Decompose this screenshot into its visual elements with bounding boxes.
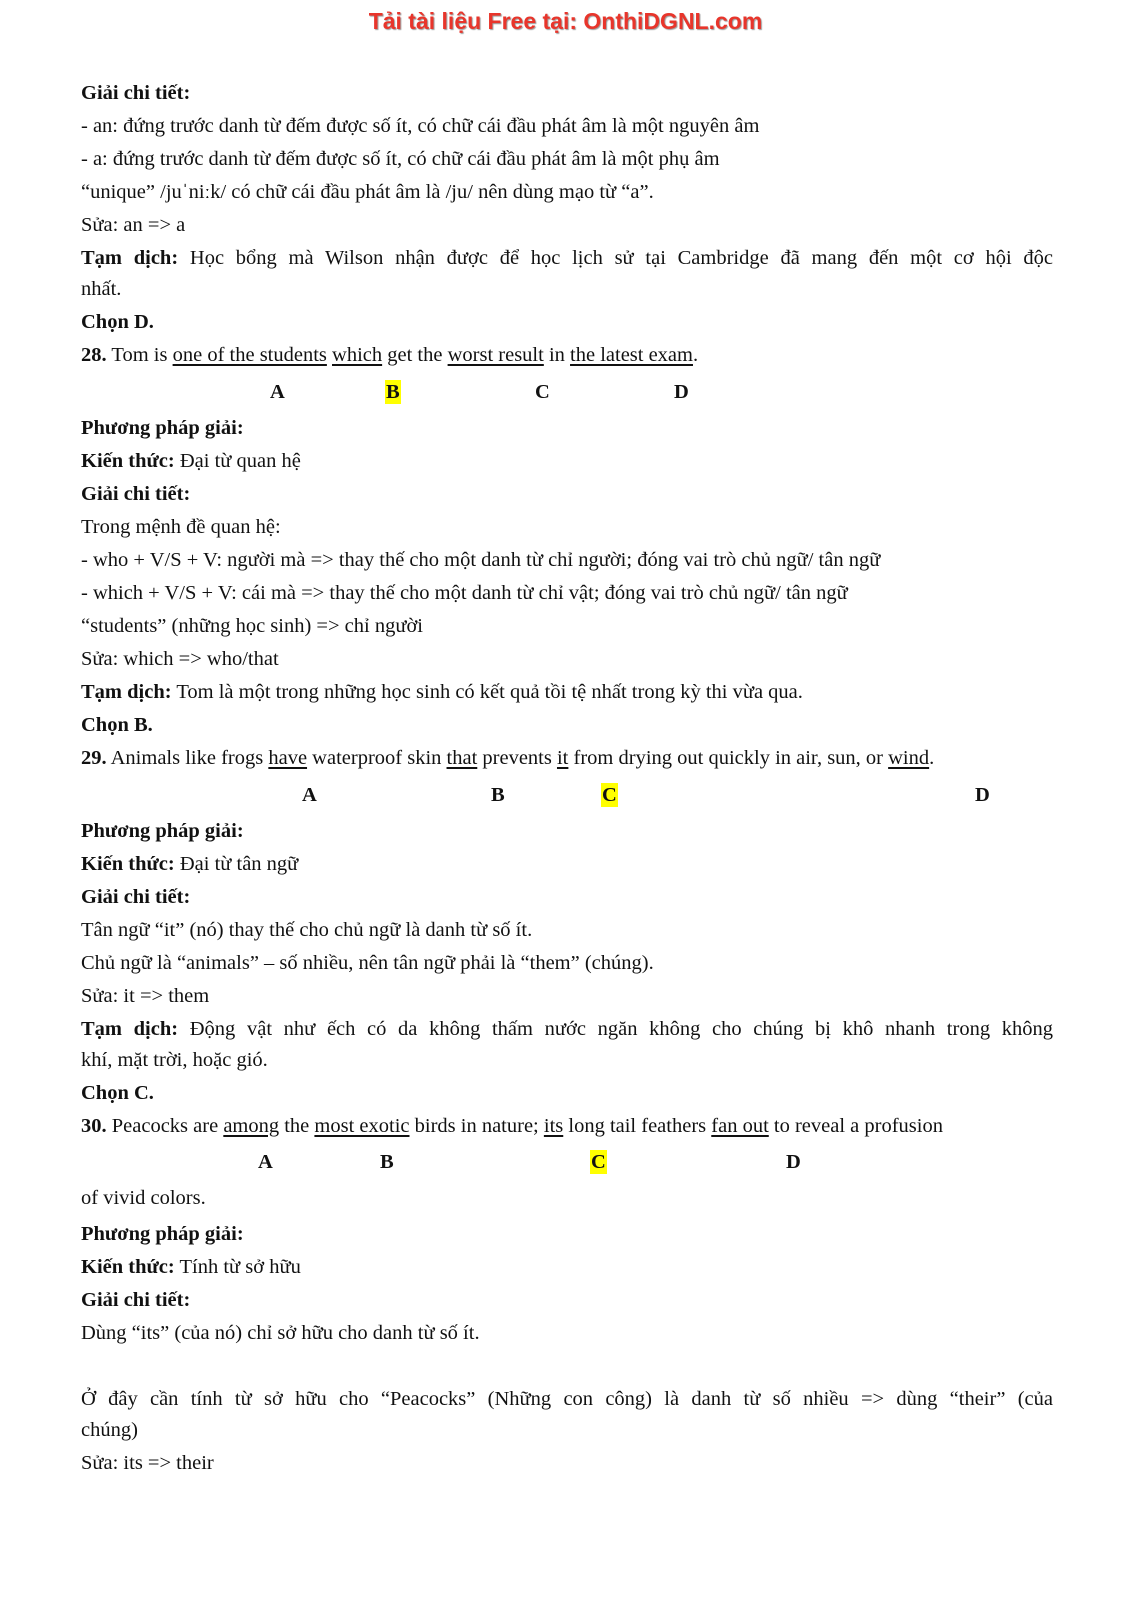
translation-label: Tạm dịch:	[81, 1018, 179, 1040]
text-segment: .	[692, 344, 699, 366]
question-number: 28.	[81, 344, 107, 366]
q30-option-label-b: B	[380, 1151, 394, 1173]
q28-question	[81, 343, 698, 367]
q30-line-2-cont: chúng)	[81, 1419, 138, 1441]
text-segment: Tom is	[106, 344, 173, 366]
q28-line-1: Trong mệnh đề quan hệ:	[81, 516, 281, 538]
text-segment: .	[929, 747, 935, 769]
q27-answer: Chọn D.	[81, 311, 154, 333]
q27-line-1: - an: đứng trước danh từ đếm được số ít, có chữ cái đầu phát âm là một nguyên âm	[81, 115, 760, 137]
underlined-option-a: have	[268, 747, 308, 769]
q30-method-heading: Phương pháp giải:	[81, 1223, 244, 1245]
underlined-option-b: which	[332, 344, 383, 366]
q29-option-label-c: C	[602, 784, 617, 806]
q29-detail-heading: Giải chi tiết:	[81, 886, 191, 908]
q28-line-4: “students” (những học sinh) => chỉ người	[81, 615, 423, 637]
underlined-option-d: the latest exam	[570, 344, 693, 366]
text-segment: prevents	[477, 747, 557, 769]
q27-detail-heading: Giải chi tiết:	[81, 82, 191, 104]
q28-knowledge	[81, 449, 301, 473]
knowledge-text: Đại từ quan hệ	[174, 450, 301, 472]
knowledge-text: Tính từ sở hữu	[174, 1256, 301, 1278]
q30-fix: Sửa: its => their	[81, 1452, 214, 1474]
underlined-option-c: it	[556, 747, 569, 769]
translation-text: Động vật như ếch có da không thấm nước ngăn không cho chúng bị khô nhanh trong không	[178, 1018, 1053, 1040]
q29-option-label-d: D	[975, 784, 990, 806]
text-segment: from drying out quickly in air, sun, or	[568, 747, 889, 769]
q28-method-heading: Phương pháp giải:	[81, 417, 244, 439]
q27-translation	[81, 246, 1053, 270]
q30-option-label-d: D	[786, 1151, 801, 1173]
text-segment: waterproof skin	[307, 747, 447, 769]
q29-translation	[81, 1017, 1053, 1041]
q30-option-label-a: A	[258, 1151, 273, 1173]
translation-text: Học bổng mà Wilson nhận được để học lịch sử tại Cambridge đã mang đến một cơ hội độc	[178, 247, 1053, 269]
text-segment: long tail feathers	[563, 1115, 712, 1137]
question-number: 30.	[81, 1115, 107, 1137]
underlined-option-c: worst result	[447, 344, 544, 366]
knowledge-label: Kiến thức:	[81, 853, 175, 875]
q28-option-label-a: A	[270, 381, 285, 403]
translation-label: Tạm dịch:	[81, 681, 172, 703]
q27-translation-cont: nhất.	[81, 278, 122, 300]
q28-line-2: - who + V/S + V: người mà => thay thế cho một danh từ chỉ người; đóng vai trò chủ ngữ/ tân ngữ	[81, 549, 881, 571]
question-number: 29.	[81, 747, 107, 769]
q29-answer: Chọn C.	[81, 1082, 154, 1104]
q28-answer: Chọn B.	[81, 714, 153, 736]
q27-fix: Sửa: an => a	[81, 214, 186, 236]
translation-label: Tạm dịch:	[81, 247, 179, 269]
text-segment: the	[279, 1115, 315, 1137]
knowledge-label: Kiến thức:	[81, 1256, 175, 1278]
knowledge-label: Kiến thức:	[81, 450, 175, 472]
text-segment: in	[543, 344, 571, 366]
underlined-option-d: wind	[888, 747, 930, 769]
q30-line-1: Dùng “its” (của nó) chỉ sở hữu cho danh từ số ít.	[81, 1322, 480, 1344]
q28-translation	[81, 680, 803, 704]
q28-detail-heading: Giải chi tiết:	[81, 483, 191, 505]
underlined-option-a: one of the students	[172, 344, 327, 366]
q28-fix: Sửa: which => who/that	[81, 648, 279, 670]
text-segment: birds in nature;	[409, 1115, 544, 1137]
q30-line-2: Ở đây cần tính từ sở hữu cho “Peacocks” (Những con công) là danh từ số nhiều => dùng “their” (của	[81, 1388, 1053, 1410]
text-segment: get the	[382, 344, 448, 366]
q29-line-1: Tân ngữ “it” (nó) thay thế cho chủ ngữ là danh từ số ít.	[81, 919, 533, 941]
q30-question-cont: of vivid colors.	[81, 1187, 206, 1209]
underlined-option-a: among	[223, 1115, 280, 1137]
q29-method-heading: Phương pháp giải:	[81, 820, 244, 842]
q29-knowledge	[81, 852, 298, 876]
knowledge-text: Đại từ tân ngữ	[174, 853, 299, 875]
q28-option-label-d: D	[674, 381, 689, 403]
q30-question	[81, 1114, 943, 1138]
text-segment: to reveal a profusion	[768, 1115, 943, 1137]
q29-option-label-b: B	[491, 784, 505, 806]
q30-knowledge	[81, 1255, 301, 1279]
q29-question	[81, 746, 934, 770]
underlined-option-b: most exotic	[314, 1115, 410, 1137]
q30-detail-heading: Giải chi tiết:	[81, 1289, 191, 1311]
q29-option-label-a: A	[302, 784, 317, 806]
translation-text: Tom là một trong những học sinh có kết quả tồi tệ nhất trong kỳ thi vừa qua.	[171, 681, 803, 703]
underlined-option-d: fan out	[711, 1115, 769, 1137]
text-segment: Animals like frogs	[106, 747, 269, 769]
q28-option-label-b: B	[386, 381, 400, 403]
q27-line-2: - a: đứng trước danh từ đếm được số ít, có chữ cái đầu phát âm là một phụ âm	[81, 148, 720, 170]
underlined-option-b: that	[446, 747, 478, 769]
q28-line-3: - which + V/S + V: cái mà => thay thế cho một danh từ chỉ vật; đóng vai trò chủ ngữ/ tân ngữ	[81, 582, 848, 604]
q29-translation-cont: khí, mặt trời, hoặc gió.	[81, 1049, 268, 1071]
underlined-option-c: its	[543, 1115, 564, 1137]
site-banner[interactable]: Tải tài liệu Free tại: OnthiDGNL.com	[368, 8, 763, 34]
q30-option-label-c: C	[591, 1151, 606, 1173]
q29-line-2: Chủ ngữ là “animals” – số nhiều, nên tân ngữ phải là “them” (chúng).	[81, 952, 654, 974]
q28-option-label-c: C	[535, 381, 550, 403]
q27-line-3: “unique” /juˈniːk/ có chữ cái đầu phát âm là /ju/ nên dùng mạo từ “a”.	[81, 181, 654, 203]
q29-fix: Sửa: it => them	[81, 985, 210, 1007]
text-segment: Peacocks are	[106, 1115, 224, 1137]
